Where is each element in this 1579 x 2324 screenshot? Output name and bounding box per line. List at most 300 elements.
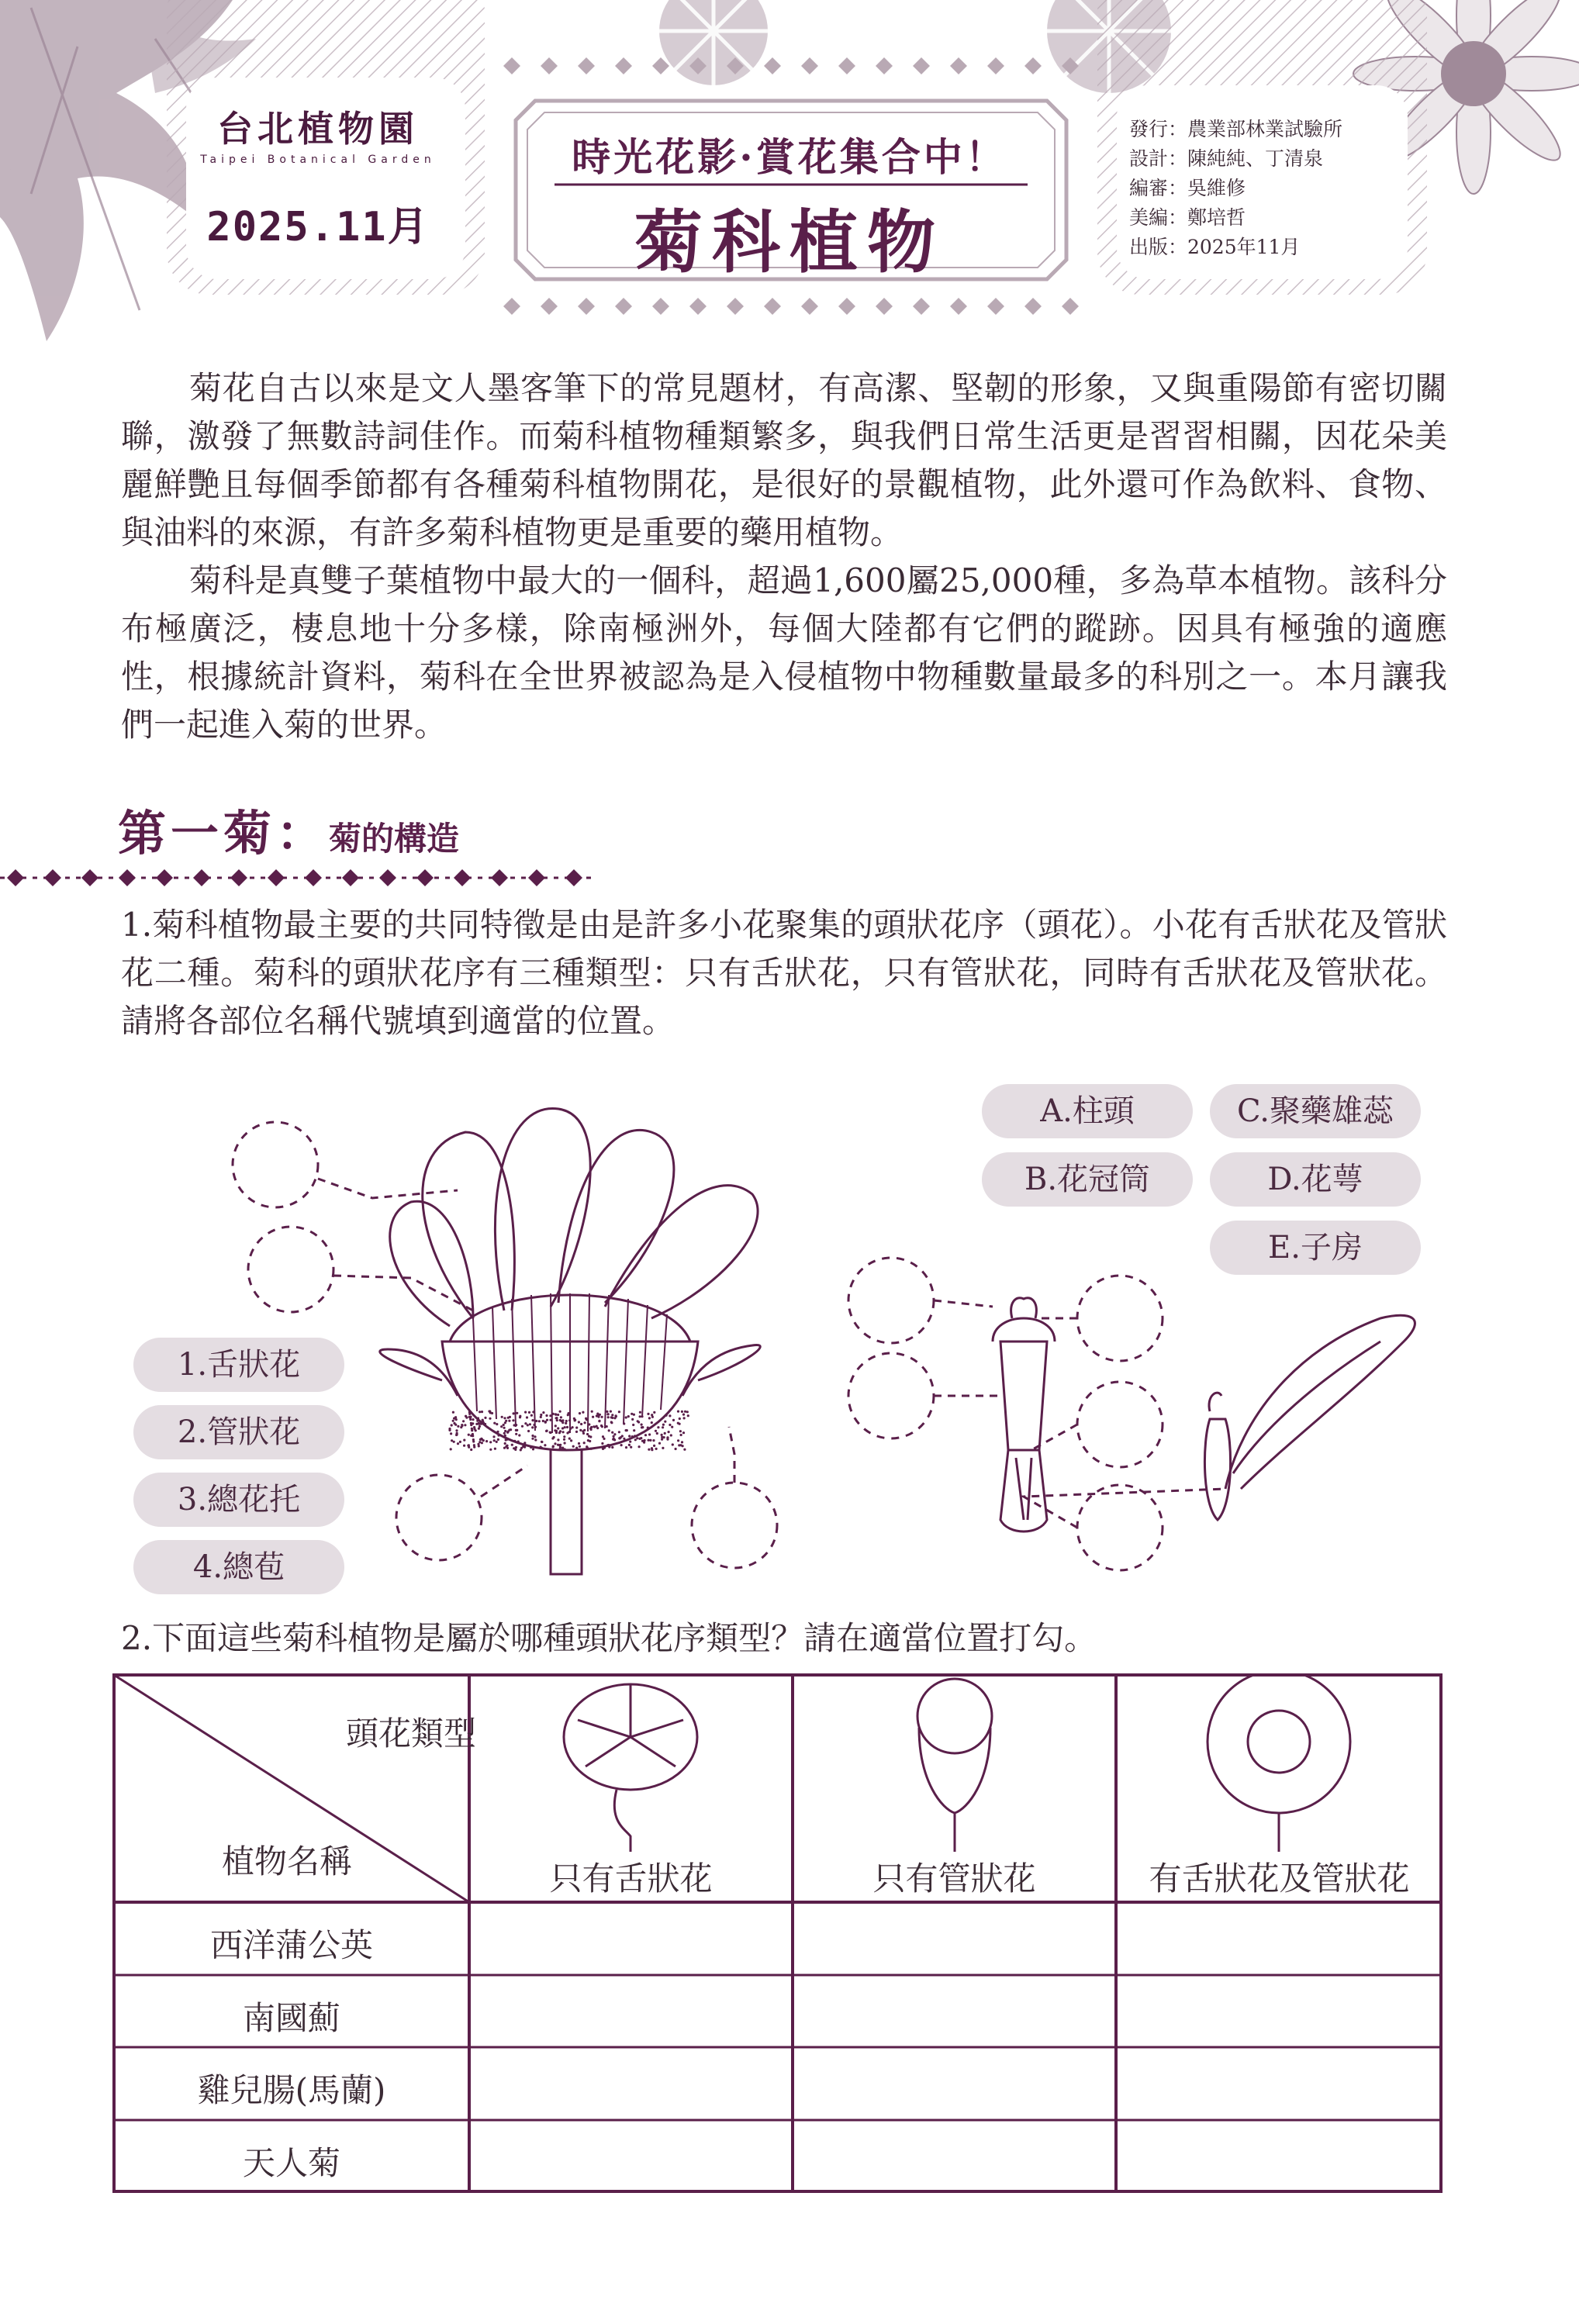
stipple-dot [568,1438,571,1440]
label-ovary: E.子房 [1210,1221,1421,1275]
stipple-dot [630,1446,632,1449]
stipple-dot [503,1432,506,1435]
stipple-dot [467,1445,469,1447]
ligulate-flower-icon [564,1684,697,1852]
intro-paragraph: 菊科是真雙子葉植物中最大的一個科，超過1,600屬25,000種，多為草本植物。該科分布極廣泛，棲息地十分多樣，除南極洲外，每個大陸都有它們的蹤跡。因具有極強的適應性，根據統計資料，菊科在全世界被認為是入侵植物中物種數量最多的科別之一。本月讓我們一起進入菊的世界。 [121,561,1447,744]
page-title: 菊科植物 [634,202,945,282]
answer-circle[interactable] [396,1475,482,1560]
stipple-dot [675,1448,677,1450]
stipple-dot [468,1413,471,1415]
stipple-dot [489,1418,491,1420]
stipple-dot [508,1420,510,1422]
stipple-dot [505,1420,507,1422]
stipple-dot [584,1421,586,1424]
stipple-dot [666,1438,669,1441]
stipple-dot [493,1439,496,1442]
stipple-dot [641,1415,643,1418]
stipple-dot [471,1429,473,1431]
diamond-ornament [578,298,595,315]
stipple-dot [664,1432,666,1435]
stipple-dot [638,1445,641,1448]
stipple-dot [453,1441,455,1443]
stipple-dot [593,1425,595,1428]
stipple-dot [531,1435,534,1437]
credit-editor: 編審：吳維修 [1129,177,1246,199]
stipple-dot [587,1439,589,1442]
stipple-dot [681,1441,683,1443]
stipple-dot [588,1423,590,1425]
stipple-dot [511,1444,513,1446]
row-header: 雞兒腸(馬蘭) [197,2071,386,2109]
title-subheading: 時光花影·賞花集合中！ [572,134,1007,180]
answer-circle[interactable] [233,1122,318,1207]
stipple-dot [651,1414,653,1416]
stipple-dot [557,1438,559,1441]
stipple-dot [549,1431,551,1434]
stipple-dot [489,1411,491,1413]
stipple-dot [555,1424,557,1427]
intro-text [121,364,1447,749]
stipple-dot [611,1431,613,1434]
stipple-dot [509,1416,511,1418]
stipple-dot [497,1438,499,1441]
stipple-dot [513,1440,516,1442]
stipple-dot [562,1431,565,1433]
stipple-dot [585,1418,587,1420]
stipple-dot [517,1441,520,1443]
stipple-dot [481,1411,483,1413]
stipple-dot [463,1439,465,1442]
row-header: 西洋蒲公英 [209,1926,373,1964]
stipple-dot [526,1416,528,1418]
stipple-dot [500,1425,503,1428]
stipple-dot [530,1446,532,1449]
stipple-dot [679,1430,682,1432]
stipple-dot [521,1425,523,1428]
stipple-dot [512,1419,514,1421]
stipple-dot [557,1427,559,1429]
stipple-dot [496,1431,499,1433]
diamond-ornament [454,869,471,886]
label-receptacle: 3.總花托 [133,1473,344,1527]
stipple-dot [583,1442,586,1444]
stipple-dot [601,1442,603,1445]
stipple-dot [524,1411,527,1414]
stipple-dot [682,1431,685,1434]
stipple-dot [564,1448,566,1450]
stipple-dot [527,1430,530,1432]
stipple-dot [665,1414,668,1417]
stipple-dot [538,1420,541,1422]
row-header: 南國薊 [242,1999,340,2037]
stipple-dot [506,1438,509,1441]
stipple-dot [623,1438,625,1440]
stipple-dot [557,1414,559,1416]
stipple-dot [606,1411,608,1413]
stipple-dot [480,1423,482,1425]
answer-circle[interactable] [848,1353,934,1438]
answer-cell[interactable] [793,1975,1116,2048]
stipple-dot [565,1422,567,1424]
stipple-dot [470,1435,472,1437]
stipple-dot [468,1416,471,1418]
stipple-dot [503,1417,506,1419]
stipple-dot [545,1414,548,1417]
stipple-dot [478,1422,480,1424]
stipple-dot [648,1417,651,1419]
diamond-ornament [801,57,818,74]
stipple-dot [653,1445,655,1447]
stipple-dot [514,1449,517,1451]
stipple-dot [542,1420,544,1422]
diamond-ornament [838,298,855,315]
stipple-dot [582,1430,584,1432]
stipple-dot [472,1440,475,1442]
stipple-dot [546,1430,548,1432]
diamond-ornament [913,298,930,315]
stipple-dot [623,1422,625,1424]
diamond-ornament [652,298,669,315]
stipple-dot [484,1417,486,1419]
stipple-dot [561,1421,564,1424]
stipple-dot [662,1447,664,1449]
stipple-dot [606,1444,609,1446]
stipple-dot [662,1424,665,1426]
label-stamens: C.聚藥雄蕊 [1210,1084,1421,1138]
stipple-dot [591,1411,593,1413]
stipple-dot [640,1437,642,1439]
credit-publisher: 發行：農業部林業試驗所 [1129,118,1343,140]
stipple-dot [473,1446,475,1449]
diamond-ornament [193,869,210,886]
answer-cell[interactable] [469,2047,793,2120]
stipple-dot [579,1412,581,1414]
stipple-dot [578,1421,580,1423]
stipple-dot [498,1434,500,1436]
answer-circle[interactable] [1077,1485,1163,1570]
logo-name: 台北植物園 [217,108,419,150]
flower-structure-diagram [217,1086,1427,1582]
stipple-dot [687,1414,689,1417]
column-header: 只有舌狀花 [549,1860,713,1898]
answer-circle[interactable] [692,1483,777,1568]
stipple-dot [661,1438,663,1441]
answer-cell[interactable] [793,2047,1116,2120]
stipple-dot [524,1422,527,1424]
stipple-dot [452,1411,454,1414]
stipple-dot [534,1435,536,1438]
answer-cell[interactable] [793,1902,1116,1975]
stipple-dot [575,1447,578,1449]
stipple-dot [455,1434,458,1436]
answer-cell[interactable] [469,1902,793,1975]
stipple-dot [551,1437,554,1439]
stipple-dot [479,1425,481,1428]
stipple-dot [472,1418,474,1421]
diamond-ornament [615,57,632,74]
stipple-dot [608,1429,610,1431]
stipple-dot [641,1424,643,1426]
stipple-dot [555,1431,558,1434]
diamond-ornament [503,57,520,74]
stipple-dot [549,1419,551,1421]
stipple-dot [596,1413,599,1415]
diamond-ornament [950,57,967,74]
stipple-dot [557,1444,559,1446]
stipple-dot [570,1439,572,1442]
label-disc-floret: 2.管狀花 [133,1405,344,1459]
stipple-dot [568,1431,570,1433]
diamond-ornament [913,57,930,74]
stipple-dot [586,1433,589,1435]
stipple-dot [516,1412,518,1414]
diamond-ornament [416,869,434,886]
stipple-dot [448,1428,451,1430]
column-header: 有舌狀花及管狀花 [1149,1860,1410,1898]
stipple-dot [566,1426,568,1428]
stipple-dot [628,1444,631,1446]
stipple-dot [563,1438,565,1441]
stipple-dot [565,1420,568,1422]
stipple-dot [672,1419,675,1421]
diamond-ornament [652,57,669,74]
stipple-dot [476,1420,479,1422]
stipple-dot [465,1415,467,1418]
row-header: 天人菊 [242,2144,340,2182]
stipple-dot [655,1430,657,1432]
stipple-dot [477,1443,479,1445]
stipple-dot [669,1414,671,1417]
diamond-ornament [503,298,520,315]
label-stigma: A.柱頭 [982,1084,1193,1138]
stipple-dot [504,1430,506,1432]
stipple-dot [677,1411,679,1413]
stipple-dot [681,1411,683,1413]
stipple-dot [582,1411,584,1414]
stipple-dot [559,1444,561,1446]
stipple-dot [575,1427,578,1429]
stipple-dot [528,1411,530,1414]
stipple-dot [532,1448,534,1450]
stipple-dot [677,1439,679,1442]
diamond-ornament [987,57,1004,74]
label-corolla-tube: B.花冠筒 [982,1152,1193,1207]
stipple-dot [652,1439,655,1442]
stipple-dot [628,1435,631,1437]
diamond-ornament [379,869,396,886]
stipple-dot [513,1412,515,1414]
stipple-dot [540,1414,542,1416]
stipple-dot [560,1416,562,1418]
stipple-dot [552,1413,555,1415]
diamond-ornament [305,869,322,886]
stipple-dot [633,1429,635,1431]
stipple-dot [671,1426,673,1428]
question-2: 2.下面這些菊科植物是屬於哪種頭狀花序類型？請在適當位置打勾。 [121,1619,1097,1657]
section-subtitle: 菊的構造 [329,820,460,858]
stipple-dot [639,1411,641,1414]
credits-block [1129,115,1455,262]
stipple-dot [598,1420,600,1422]
stipple-dot [672,1443,674,1445]
stipple-dot [477,1417,479,1419]
stipple-dot [607,1416,610,1418]
stipple-dot [506,1431,509,1434]
stipple-dot [462,1420,465,1422]
stipple-dot [634,1438,637,1441]
stipple-dot [601,1416,603,1418]
stipple-dot [508,1429,510,1431]
diamond-ornament [838,57,855,74]
stipple-dot [504,1435,506,1437]
stipple-dot [489,1441,492,1443]
stipple-dot [555,1414,557,1416]
answer-cell[interactable] [469,1975,793,2048]
stipple-dot [647,1427,649,1429]
diamond-ornament [689,298,707,315]
diamond-ornament [230,869,247,886]
stipple-dot [648,1449,650,1451]
diamond-ornament [764,57,781,74]
stipple-dot [686,1411,689,1413]
answer-cell[interactable] [1116,2120,1443,2193]
stipple-dot [580,1423,582,1425]
stipple-dot [588,1435,590,1438]
answer-circle[interactable] [848,1258,934,1343]
stipple-dot [592,1416,594,1418]
section-title: 第一菊： [118,805,330,862]
stipple-dot [534,1438,537,1441]
diamond-ornament [541,57,558,74]
stipple-dot [606,1425,608,1428]
stipple-dot [634,1435,636,1437]
tubular-flower-icon [917,1679,992,1852]
stipple-dot [677,1422,679,1424]
stipple-dot [540,1416,542,1418]
stipple-dot [529,1423,531,1425]
ray-floret-illustration [1204,1315,1415,1520]
stipple-dot [568,1419,571,1421]
stipple-dot [679,1418,681,1420]
credit-design: 設計：陳純純、丁清泉 [1129,147,1324,170]
diamond-ornament [268,869,285,886]
stipple-dot [590,1428,593,1431]
diamond-ornament [615,298,632,315]
credit-art: 美編：鄭培哲 [1129,206,1246,229]
answer-circle[interactable] [1077,1276,1163,1361]
stipple-dot [520,1449,522,1451]
table-corner-top: 頭花類型 [345,1715,476,1752]
stipple-dot [639,1415,641,1418]
stipple-dot [452,1420,454,1422]
diamond-ornament [801,298,818,315]
answer-circle[interactable] [248,1227,333,1312]
answer-cell[interactable] [1116,2047,1443,2120]
stipple-dot [572,1445,575,1448]
stipple-dot [501,1416,503,1418]
stipple-dot [563,1435,565,1438]
stipple-dot [620,1444,623,1446]
stipple-dot [579,1429,582,1431]
stipple-dot [648,1439,650,1442]
daisy-flower-icon [1208,1673,1350,1852]
stipple-dot [559,1430,561,1432]
stipple-dot [503,1424,505,1426]
stipple-dot [661,1434,663,1436]
stipple-dot [519,1416,521,1418]
answer-cell[interactable] [793,2120,1116,2193]
stipple-dot [481,1442,483,1444]
stipple-dot [611,1446,613,1449]
stipple-dot [554,1429,556,1431]
answer-cell[interactable] [1116,1975,1443,2048]
stipple-dot [657,1426,659,1428]
stipple-dot [651,1447,653,1449]
stipple-dot [494,1448,496,1450]
stipple-dot [472,1422,474,1424]
section-heading [118,795,459,864]
stipple-dot [631,1435,634,1438]
diamond-ornament [876,298,893,315]
stipple-dot [515,1429,517,1431]
stipple-dot [559,1419,561,1421]
diamond-ornament [491,869,508,886]
stipple-dot [618,1411,620,1413]
stipple-dot [559,1411,561,1413]
diamond-ornament [578,57,595,74]
stipple-dot [470,1449,472,1451]
stipple-dot [579,1449,582,1451]
diamond-ornament [1062,298,1079,315]
diamond-ornament [7,869,24,886]
stipple-dot [651,1421,653,1424]
logo-block [171,101,465,295]
diamond-ornament [876,57,893,74]
stipple-dot [454,1424,457,1426]
stipple-dot [567,1414,569,1416]
answer-cell[interactable] [469,2120,793,2193]
issue-date: 2025.11月 [206,204,430,250]
diamond-ornament [1024,57,1042,74]
stipple-dot [637,1421,640,1423]
stipple-dot [653,1411,655,1414]
stipple-dot [504,1442,506,1445]
stipple-dot [615,1414,617,1417]
stipple-dot [515,1433,517,1435]
stipple-dot [496,1423,498,1425]
stipple-dot [631,1418,634,1421]
stipple-dot [575,1431,578,1433]
diamond-ornament [987,298,1004,315]
stipple-dot [625,1416,627,1418]
stipple-dot [457,1425,459,1428]
stipple-dot [668,1431,670,1433]
stipple-dot [564,1442,566,1444]
stipple-dot [482,1439,485,1442]
stipple-dot [611,1414,613,1416]
stipple-dot [573,1418,575,1420]
stipple-dot [613,1435,615,1438]
answer-cell[interactable] [1116,1902,1443,1975]
answer-circle[interactable] [1077,1382,1163,1467]
stipple-dot [552,1445,555,1448]
stipple-dot [459,1441,461,1443]
stipple-dot [469,1418,472,1421]
stipple-dot [625,1446,627,1449]
stipple-dot [559,1446,561,1449]
stipple-dot [648,1433,651,1435]
stipple-dot [464,1424,466,1426]
